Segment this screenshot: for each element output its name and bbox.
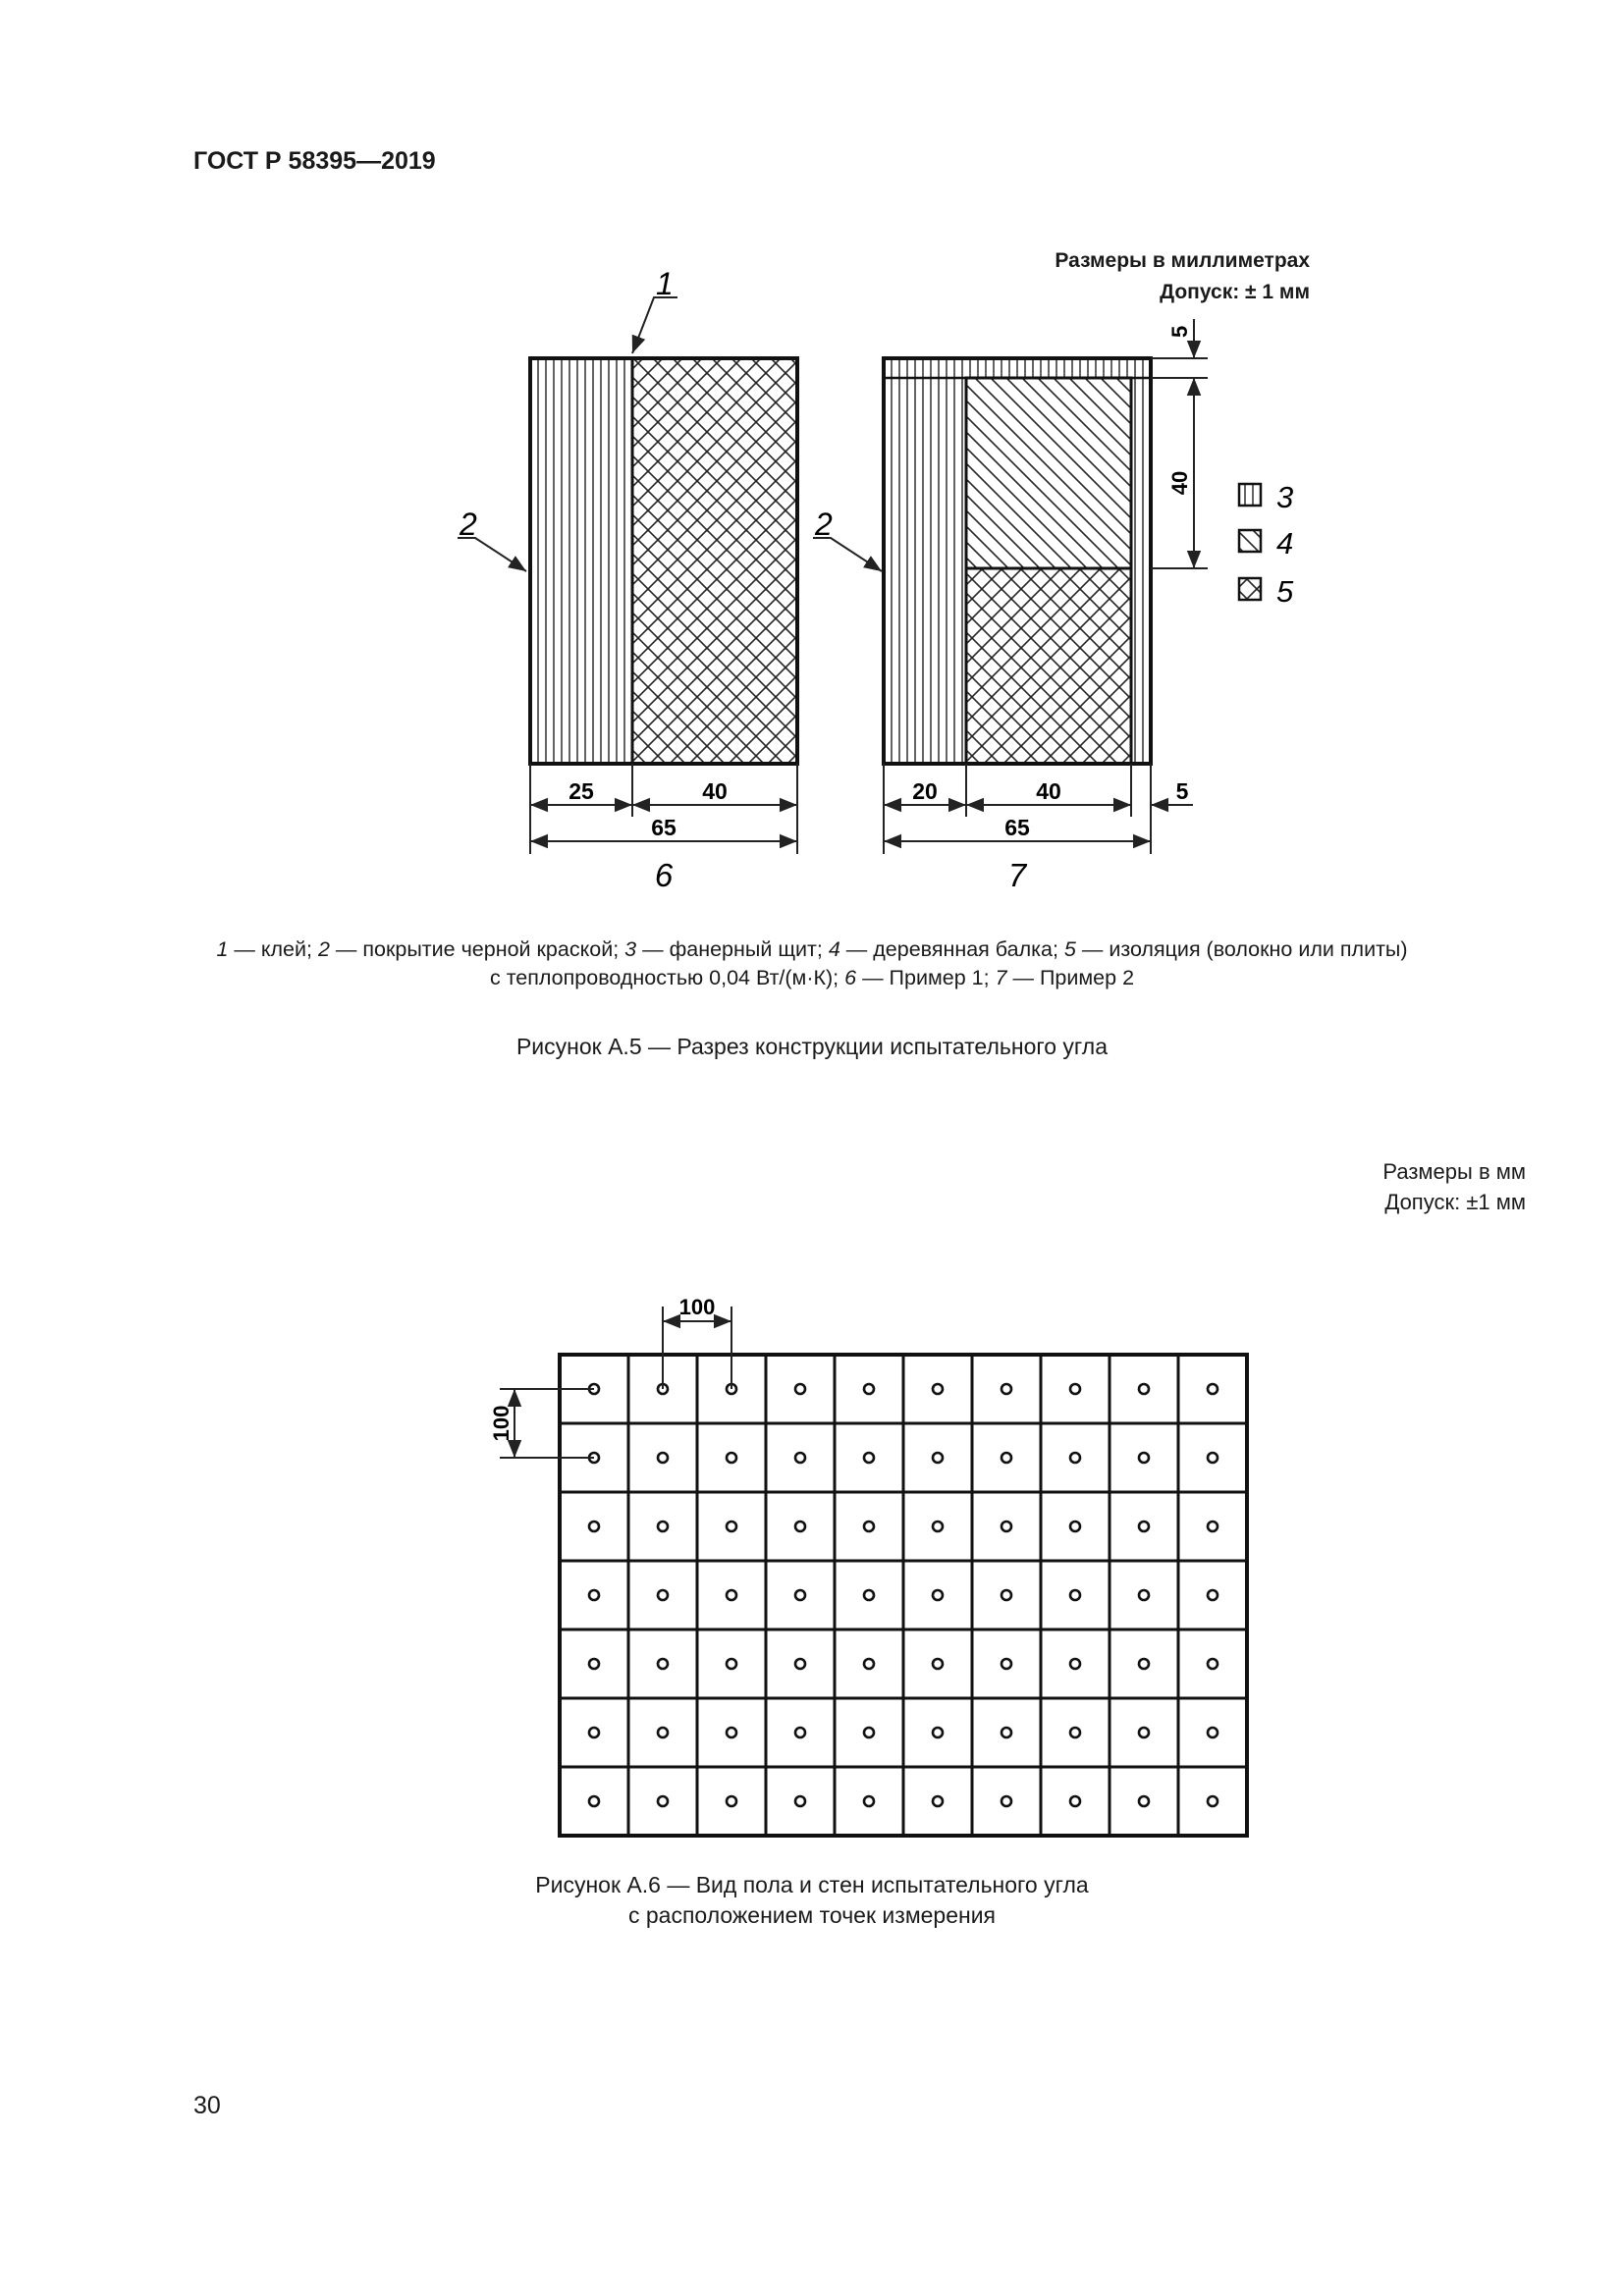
measurement-point bbox=[1070, 1659, 1080, 1669]
measurement-point bbox=[795, 1384, 805, 1394]
fig-a5-legend bbox=[0, 935, 1624, 992]
measurement-point bbox=[933, 1384, 943, 1394]
legend-num-6: 6 bbox=[844, 966, 857, 989]
dim-ex1-right: 40 bbox=[702, 778, 728, 804]
measurement-point bbox=[795, 1522, 805, 1531]
measurement-point bbox=[1070, 1522, 1080, 1531]
fig-a6-caption bbox=[0, 1870, 1624, 1931]
dim-ex1-total: 65 bbox=[651, 815, 677, 840]
legend-num-1: 1 bbox=[216, 937, 229, 961]
legend-text-3: — фанерный щит; bbox=[636, 937, 829, 961]
dim-ex2-top: 5 bbox=[1167, 325, 1192, 338]
measurement-grid bbox=[560, 1355, 1247, 1836]
measurement-point bbox=[1001, 1453, 1011, 1463]
measurement-point bbox=[864, 1590, 874, 1600]
measurement-point bbox=[658, 1659, 668, 1669]
example-1-section bbox=[530, 358, 797, 764]
measurement-point bbox=[1001, 1728, 1011, 1737]
legend-text-1: — клей; bbox=[228, 937, 318, 961]
measurement-point bbox=[589, 1796, 599, 1806]
measurement-point bbox=[1208, 1590, 1218, 1600]
legend-num-4: 4 bbox=[828, 937, 840, 961]
measurement-point bbox=[933, 1728, 943, 1737]
measurement-point bbox=[864, 1453, 874, 1463]
legend-num-2: 2 bbox=[317, 937, 330, 961]
measurement-point bbox=[795, 1796, 805, 1806]
measurement-point bbox=[1001, 1796, 1011, 1806]
measurement-point bbox=[795, 1659, 805, 1669]
callout-2b-leader bbox=[813, 538, 882, 571]
measurement-point bbox=[864, 1796, 874, 1806]
fig-a6-units-note bbox=[1382, 1156, 1526, 1217]
fig-a6-caption-line-1: Рисунок А.6 — Вид пола и стен испытательного угла bbox=[535, 1872, 1089, 1897]
measurement-point bbox=[727, 1590, 736, 1600]
dim-ex2-left: 20 bbox=[912, 778, 938, 804]
measurement-point bbox=[1139, 1522, 1149, 1531]
fig-a6-caption-line-2: с расположением точек измерения bbox=[627, 1902, 997, 1928]
legend-key-4: 4 bbox=[1276, 526, 1294, 561]
measurement-point bbox=[1070, 1453, 1080, 1463]
legend-key-5: 5 bbox=[1276, 574, 1294, 609]
document-header: ГОСТ Р 58395—2019 bbox=[193, 147, 436, 175]
measurement-point bbox=[658, 1796, 668, 1806]
dim-ex2-right: 5 bbox=[1175, 778, 1189, 804]
measurement-point bbox=[1139, 1384, 1149, 1394]
measurement-point bbox=[933, 1590, 943, 1600]
callout-2b: 2 bbox=[815, 507, 833, 542]
legend-line-1 bbox=[0, 935, 1624, 964]
legend-num-7: 7 bbox=[995, 966, 1007, 989]
measurement-point bbox=[1139, 1659, 1149, 1669]
measurement-point bbox=[727, 1453, 736, 1463]
measurement-point bbox=[658, 1522, 668, 1531]
measurement-point bbox=[727, 1522, 736, 1531]
measurement-point bbox=[1208, 1522, 1218, 1531]
units-text-a6: Размеры в мм bbox=[1382, 1159, 1526, 1184]
measurement-point bbox=[1070, 1728, 1080, 1737]
measurement-point bbox=[1139, 1728, 1149, 1737]
measurement-point bbox=[589, 1659, 599, 1669]
tolerance-text: Допуск: ± 1 мм bbox=[1160, 281, 1310, 303]
measurement-point bbox=[1139, 1796, 1149, 1806]
legend-line-2 bbox=[0, 964, 1624, 992]
measurement-point bbox=[1070, 1796, 1080, 1806]
measurement-point bbox=[864, 1659, 874, 1669]
callout-1-leader bbox=[632, 297, 677, 353]
dim-a6-horizontal: 100 bbox=[678, 1295, 716, 1319]
measurement-point bbox=[933, 1796, 943, 1806]
measurement-point bbox=[1001, 1384, 1011, 1394]
page-number: 30 bbox=[193, 2092, 221, 2119]
label-example-1: 6 bbox=[654, 857, 674, 893]
callout-2: 2 bbox=[460, 507, 477, 542]
fig-a5-caption: Рисунок А.5 — Разрез конструкции испытательного угла bbox=[515, 1034, 1109, 1059]
measurement-point bbox=[1001, 1522, 1011, 1531]
dim-ex2-total: 65 bbox=[1004, 815, 1030, 840]
callout-1: 1 bbox=[656, 266, 674, 301]
measurement-point bbox=[1070, 1590, 1080, 1600]
tolerance-text-a6: Допуск: ±1 мм bbox=[1384, 1190, 1526, 1214]
measurement-point bbox=[1139, 1453, 1149, 1463]
measurement-point bbox=[1208, 1796, 1218, 1806]
legend-text-7: — Пример 2 bbox=[1006, 966, 1135, 989]
measurement-point bbox=[1208, 1728, 1218, 1737]
legend-text-6: — Пример 1; bbox=[856, 966, 996, 989]
measurement-point bbox=[589, 1522, 599, 1531]
measurement-point bbox=[658, 1590, 668, 1600]
measurement-point bbox=[1208, 1384, 1218, 1394]
measurement-point bbox=[795, 1728, 805, 1737]
legend-text-4: — деревянная балка; bbox=[839, 937, 1064, 961]
measurement-point bbox=[864, 1522, 874, 1531]
legend-text-5: — изоляция (волокно или плиты) bbox=[1075, 937, 1408, 961]
measurement-point bbox=[1208, 1453, 1218, 1463]
measurement-point bbox=[933, 1522, 943, 1531]
dim-ex2-beam: 40 bbox=[1167, 470, 1192, 496]
measurement-point bbox=[933, 1659, 943, 1669]
hatch-legend bbox=[1239, 484, 1261, 600]
measurement-point bbox=[1001, 1590, 1011, 1600]
measurement-point bbox=[727, 1796, 736, 1806]
measurement-point bbox=[933, 1453, 943, 1463]
label-example-2: 7 bbox=[1007, 857, 1027, 893]
measurement-point bbox=[795, 1453, 805, 1463]
measurement-point bbox=[727, 1728, 736, 1737]
measurement-point bbox=[589, 1728, 599, 1737]
measurement-point bbox=[727, 1659, 736, 1669]
legend-line2-pre: с теплопроводностью 0,04 Вт/(м·К); bbox=[489, 966, 845, 989]
measurement-point bbox=[658, 1728, 668, 1737]
measurement-point bbox=[658, 1453, 668, 1463]
measurement-point bbox=[589, 1590, 599, 1600]
callout-2-leader bbox=[458, 538, 526, 571]
measurement-point bbox=[1070, 1384, 1080, 1394]
legend-num-5: 5 bbox=[1063, 937, 1076, 961]
example-1-dimensions bbox=[530, 764, 797, 854]
example-2-section bbox=[884, 358, 1151, 764]
measurement-point bbox=[864, 1384, 874, 1394]
measurement-point bbox=[795, 1590, 805, 1600]
dim-ex1-left: 25 bbox=[568, 778, 594, 804]
dim-ex2-mid: 40 bbox=[1036, 778, 1061, 804]
measurement-point bbox=[1139, 1590, 1149, 1600]
legend-key-3: 3 bbox=[1276, 480, 1294, 514]
measurement-point bbox=[864, 1728, 874, 1737]
measurement-point bbox=[1208, 1659, 1218, 1669]
dim-a6-vertical: 100 bbox=[489, 1405, 514, 1442]
measurement-point bbox=[1001, 1659, 1011, 1669]
legend-num-3: 3 bbox=[624, 937, 637, 961]
units-text: Размеры в миллиметрах bbox=[1055, 249, 1310, 272]
legend-text-2: — покрытие черной краской; bbox=[329, 937, 625, 961]
